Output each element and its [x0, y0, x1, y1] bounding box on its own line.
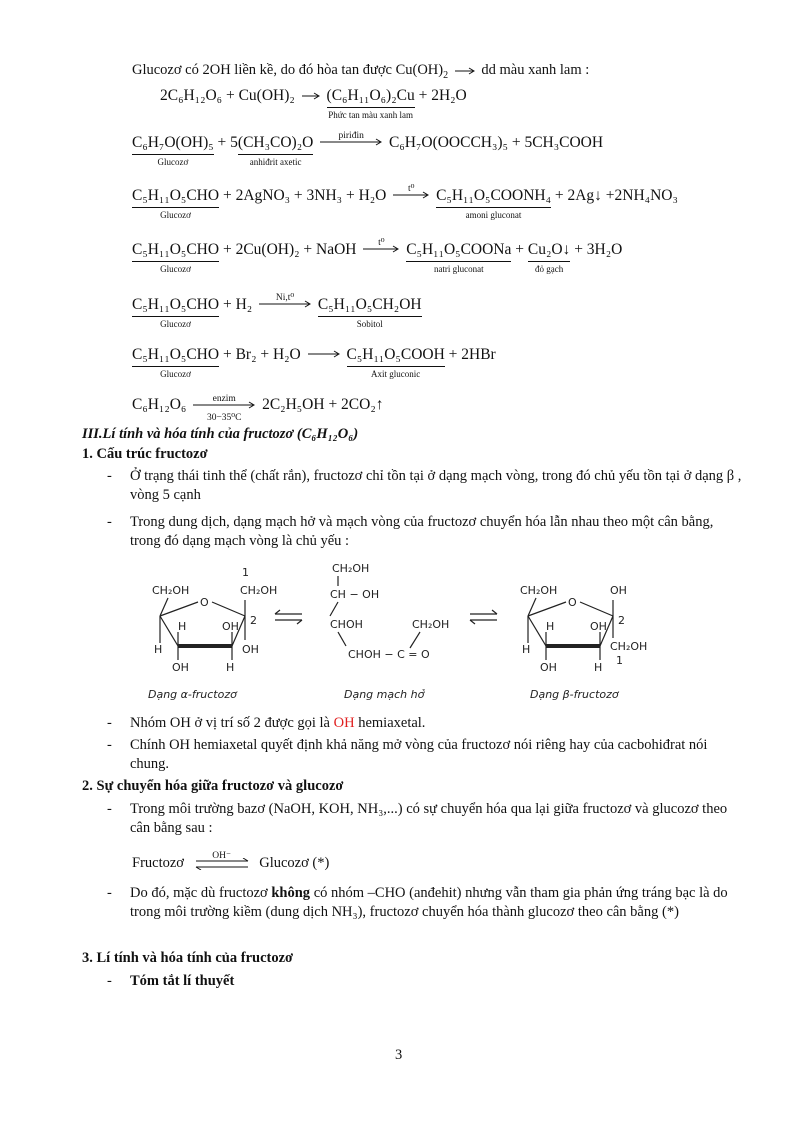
- bullet-ring-opening: Chính OH hemiaxetal quyết định khả năng mở vòng của fructozơ nói riêng hay của cacbohiđrat nói chung.: [130, 737, 708, 772]
- open-chain-caption: Dạng mạch hở: [344, 688, 425, 701]
- svg-text:OH: OH: [222, 620, 239, 633]
- svg-text:CH − OH: CH − OH: [330, 588, 380, 601]
- svg-text:OH: OH: [540, 661, 557, 674]
- equation-7: C₆H₁₂O₆ enzim 30−35⁰C 2C₂H₅OH + 2CO₂↑: [132, 394, 384, 424]
- dash: -: [107, 468, 112, 484]
- equation-1: 2C₆H₁₂O₆ + Cu(OH)₂ (C₆H₁₁O₆)₂Cu Phức tan màu xanh lam + 2H₂O: [160, 87, 467, 120]
- dash: -: [107, 801, 112, 817]
- svg-text:CHOH: CHOH: [330, 618, 363, 631]
- equilibrium-arrow-right: [470, 610, 497, 624]
- svg-text:2: 2: [618, 614, 625, 627]
- svg-text:OH: OH: [610, 584, 627, 597]
- subheading-1: 1. Cấu trúc fructozơ: [82, 446, 208, 462]
- subheading-3: 3. Lí tính và hóa tính của fructozơ: [82, 950, 294, 966]
- dash: -: [107, 973, 112, 989]
- dash: -: [107, 737, 112, 753]
- dash: -: [107, 715, 112, 731]
- svg-text:CH₂OH: CH₂OH: [152, 584, 190, 597]
- svg-text:OH: OH: [242, 643, 259, 656]
- open-chain-fructose: [330, 562, 449, 661]
- bullet-base-medium: Trong môi trường bazơ (NaOH, KOH, NH₃,...) có sự chuyển hóa qua lại giữa fructozơ và glucozơ theo cân bằng sau :: [130, 801, 728, 836]
- equation-6: C₅H₁₁O₅CHO Glucozơ + Br₂ + H₂O C₅H₁₁O₅COOH Axit gluconic + 2HBr: [132, 346, 496, 379]
- fructose-glucose-equilibrium: Fructozơ OH⁻ Glucozơ (*): [132, 850, 330, 871]
- svg-text:H: H: [546, 620, 555, 633]
- svg-text:OH: OH: [172, 661, 189, 674]
- svg-text:H: H: [178, 620, 187, 633]
- page-number: 3: [395, 1047, 403, 1063]
- svg-text:CH₂OH: CH₂OH: [520, 584, 558, 597]
- svg-text:H: H: [594, 661, 603, 674]
- svg-text:O: O: [200, 596, 209, 609]
- complex-product: (C₆H₁₁O₆)₂Cu Phức tan màu xanh lam: [326, 87, 415, 120]
- svg-text:CH₂OH: CH₂OH: [610, 640, 648, 653]
- svg-text:CH₂OH: CH₂OH: [240, 584, 278, 597]
- svg-text:OH: OH: [590, 620, 607, 633]
- svg-text:H: H: [226, 661, 235, 674]
- svg-text:O: O: [568, 596, 577, 609]
- svg-text:H: H: [522, 643, 531, 656]
- svg-text:2: 2: [250, 614, 257, 627]
- svg-text:H: H: [154, 643, 163, 656]
- fructose-structures-diagram: [140, 558, 680, 708]
- svg-text:1: 1: [242, 566, 249, 579]
- equation-2: C₆H₇O(OH)₅ Glucozơ + 5 (CH₃CO)₂O anhiđrit axetic piriđin C₆H₇O(OOCCH₃)₅ + 5CH₃COOH: [132, 131, 604, 167]
- dash: -: [107, 514, 112, 530]
- bullet-summary: Tóm tắt lí thuyết: [130, 973, 235, 989]
- beta-caption: Dạng β-fructozơ: [530, 688, 619, 701]
- dash: -: [107, 885, 112, 901]
- equation-3: C₅H₁₁O₅CHO Glucozơ + 2AgNO₃ + 3NH₃ + H₂O t⁰ C₅H₁₁O₅COONH₄ amoni gluconat + 2Ag↓ +2NH₄NO₃: [132, 184, 678, 220]
- bullet-hemiacetal: Nhóm OH ở vị trí số 2 được gọi là OH hemiaxetal.: [130, 715, 426, 731]
- alpha-fructose-ring: [152, 566, 277, 674]
- bullet-solution: Trong dung dịch, dạng mạch hở và mạch vòng của fructozơ chuyển hóa lẫn nhau theo một cân bằng, trong đó dạng mạch vòng là chủ yếu :: [130, 514, 714, 549]
- beta-fructose-ring: [520, 584, 647, 674]
- glucose-intro: Glucozơ có 2OH liền kề, do đó hòa tan được $Cu(OH)_2$ dd màu xanh lam :: [132, 62, 590, 81]
- bullet-crystal: Ở trạng thái tinh thể (chất rắn), fructozơ chỉ tồn tại ở dạng mạch vòng, trong đó chủ yếu tồn tại ở dạng β , vòng 5 cạnh: [130, 468, 742, 503]
- svg-text:1: 1: [616, 654, 623, 667]
- equation-5: C₅H₁₁O₅CHO Glucozơ + H₂ Ni,t⁰ C₅H₁₁O₅CH₂OH Sobitol: [132, 293, 422, 329]
- svg-text:CHOH − C = O: CHOH − C = O: [348, 648, 430, 661]
- alpha-caption: Dạng α-fructozơ: [148, 688, 237, 701]
- equilibrium-arrow-left: [275, 610, 302, 624]
- svg-text:CH₂OH: CH₂OH: [412, 618, 450, 631]
- svg-text:CH₂OH: CH₂OH: [332, 562, 370, 575]
- bullet-silver-mirror: Do đó, mặc dù fructozơ không có nhóm –CHO (anđehit) nhưng vẫn tham gia phản ứng tráng bạc là do trong môi trường kiềm (dung dịch NH₃), fructozơ chuyển hóa thành glucozơ theo cân bằng (*): [130, 885, 728, 920]
- section-heading: III.Lí tính và hóa tính của fructozơ (C₆H₁₂O₆): [82, 426, 359, 442]
- equation-4: C₅H₁₁O₅CHO Glucozơ + 2Cu(OH)₂ + NaOH t⁰ C₅H₁₁O₅COONa natri gluconat + Cu₂O↓ đỏ gạch + 3H₂O: [132, 238, 623, 274]
- subheading-2: 2. Sự chuyển hóa giữa fructozơ và glucozơ: [82, 778, 344, 794]
